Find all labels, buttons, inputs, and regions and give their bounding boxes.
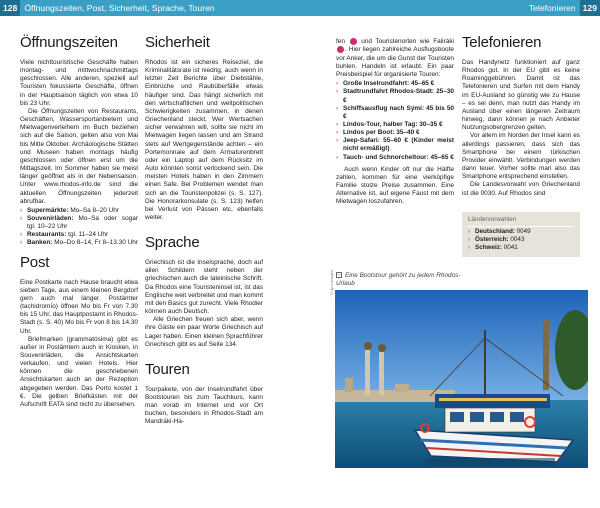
- map-marker-icon: [350, 38, 357, 45]
- country-codes-box: [462, 212, 580, 258]
- list-item: › Stadtrundfahrt Rhodos-Stadt: 25–30 €: [336, 88, 454, 104]
- photo-caption: − Eine Bootstour gehört zu jedem Rhodos-Urlaub: [336, 272, 461, 287]
- paragraph: Auch wenn Kinder oft nur die Hälfte zahlen, kommen für eine vierköpfige Familie stolze Preise zusammen. Eine Alternative ist, auf eigene Faust mit dem Mietwagen loszufahren.: [336, 165, 454, 206]
- list-item: › Restaurants: tgl. 11–24 Uhr: [20, 231, 138, 239]
- paragraph: fen und Touristenorten wie Faliráki . Hier liegen zahlreiche Ausflugsboote vor Anker, die um die Gunst der Touristen buhlen. Handeln ist erlaubt. Ein paar Preisbeispiel für organisierte Touren:: [336, 38, 454, 79]
- paragraph: Vor allem im Norden der Insel kann es allerdings passieren, dass sich das Smartphone bei einem türkischen Provider einwählt. Verbindungen werden dann teuer. Vorher sollte man also das Smartphone entsprechend einstellen.: [462, 132, 580, 181]
- paragraph: Briefmarken (grammatósima) gibt es außer in Postämtern auch in Kiosken, in Souvenirläden, die Ansichtskarten verkaufen, und vielen Hotels. Hier können die geschriebenen Ansichtskarten auch an der Rezeption abgegeben werden. Das Porto kostet 1 €. Die gelben Briefkästen mit der Aufschrift EATA sind nicht zu übersehen.: [20, 335, 138, 408]
- list-item: › Souvenirläden: Mo–Sa oder sogar tgl. 10–22 Uhr: [20, 215, 138, 231]
- map-marker-icon: [337, 46, 344, 53]
- paragraph: Tourpakete, von der Inselrundfahrt über Bootstouren bis zum Tauchkurs, kann man vorab im Internet und vor Ort buchen, besonders in Rhodos-Stadt am Mandráki-Ha-: [145, 385, 263, 426]
- heading-oeffnungszeiten: Öffnungszeiten: [20, 34, 118, 51]
- heading-sprache: Sprache: [145, 234, 200, 252]
- paragraph: Die Öffnungszeiten von Restaurants, Geschäften, Wassersportanbietern und Mietwagenverleihern im Buch beziehen sich auf die Saison, gelten also von Mai bis Mitte Oktober. Archäologische Stätten und Museen haben montags häufig geschlossen oder öffnen erst um die Mittagszeit. Im Sommer haben sie meist länger geöffnet als in der Nebensaison. Unter www.rhodos-info.de sind die aktuellen Öffnungszeiten jederzeit abrufbar.: [20, 107, 138, 205]
- page-header-right: [300, 0, 600, 16]
- photo-credit: © dpa-images: [329, 270, 334, 295]
- running-title-left: Öffnungszeiten, Post, Sicherheit, Sprache, Touren: [24, 3, 215, 13]
- column-4: [462, 22, 580, 257]
- page-number-right: 129: [580, 0, 600, 16]
- list-item: › Deutschland: 0049: [468, 228, 574, 236]
- heading-sicherheit: Sicherheit: [145, 34, 210, 51]
- heading-post: Post: [20, 253, 50, 271]
- paragraph: Viele nichttouristische Geschäfte haben montag- und mittwochnachmittags geschlossen. Alle anderen, speziell auf Touristen fokussierte Geschäfte, öffnen in der Hauptsaison täglich von etwa 10 bis 23 Uhr.: [20, 59, 138, 107]
- list-item: › Schweiz: 0041: [468, 244, 574, 252]
- list-item: › Supermärkte: Mo–Sa 8–20 Uhr: [20, 207, 138, 215]
- list-item: › Tauch- und Schnorcheltour: 45–65 €: [336, 154, 454, 162]
- heading-touren: Touren: [145, 360, 190, 378]
- list-item: › Líndos-Tour, halber Tag: 30–35 €: [336, 121, 454, 129]
- page-header-left: [0, 0, 300, 16]
- paragraph: Alle Griechen freuen sich aber, wenn ihre Gäste ein paar Worte Griechisch auf Lager haben. Einen kleinen Sprachführer Griechisch gibt es auf Seite 134.: [145, 316, 263, 348]
- list-item: › Österreich: 0043: [468, 236, 574, 244]
- page-number-left: 128: [0, 0, 20, 16]
- paragraph: Griechisch ist die Inselsprache, doch auf allen Schildern steht neben der griechischen auch die lateinische Schrift. Da Rhodos eine Touristeninsel ist, ist das Englische weit verbreitet und man kommt mit den Basics gut zurecht. Viele Rhodier können auch Deutsch.: [145, 259, 263, 316]
- paragraph: Das Handynetz funktioniert auf ganz Rhodos gut. In der EU gibt es keine Roaminggebühren. Damit ist das Telefonieren und Surfen mit dem Handy im EU-Ausland so günstig wie zu Hause – es sei denn, man nutzt das Handy im Ausland über einen längeren Zeitraum hinweg, dann können je nach Anbieter Nutzungsobergrenzen gelten.: [462, 59, 580, 132]
- list-item: › Banken: Mo–Do 8–14, Fr 8–13.30 Uhr: [20, 239, 138, 247]
- column-2: [145, 22, 263, 427]
- tour-prices-list: [336, 80, 454, 162]
- column-1: [20, 22, 138, 409]
- paragraph: Die Landesvorwahl von Griechenland ist die 0030. Auf Rhodos sind: [462, 181, 580, 197]
- harbour-boat-photo: [335, 290, 588, 468]
- list-item: › Schiffsausflug nach Sými: 45 bis 50 €: [336, 105, 454, 121]
- list-item: › Große Inselrundfahrt: 45–65 €: [336, 80, 454, 88]
- list-item: › Líndos per Boot: 35–40 €: [336, 129, 454, 137]
- caption-marker-icon: −: [337, 272, 341, 279]
- box-title: Ländervorwahlen: [468, 216, 574, 227]
- list-item: › Jeep-Safari: 55–60 € (Kinder meist nicht ermäßigt): [336, 137, 454, 153]
- paragraph: Rhodos ist ein sicheres Reiseziel, die Kriminalitätsrate ist niedrig, auch wenn in letzter Zeit Berichte über Diebstähle, Einbrüche und Raubüberfälle etwas häufiger sind. Das hängt sicherlich mit den wirtschaftlichen und weltpolitischen Schwierigkeiten zusammen, in denen Griechenland steckt. Wer Wertsachen sicher verwahren will, sollte sie nicht im Mietwagen liegen lassen und am Strand stets auf Wertgegenstände achten – ein Portemonnaie auf dem Armaturenbrett oder ein Laptop auf dem Rücksitz im Auto könnten sonst verlockend sein. Die meisten Hotels haben in den Zimmern einen Safe. Bei Problemen wendet man sich an die Touristenpolizei (s. S. 127). Die Honorarkonsulate (s. S. 123) helfen bei Verlust von Pässen etc. ebenfalls weiter.: [145, 59, 263, 221]
- country-codes-list: [468, 228, 574, 253]
- column-3: [336, 38, 454, 207]
- opening-hours-list: [20, 207, 138, 248]
- running-title-right: Telefonieren: [528, 3, 576, 13]
- heading-telefonieren: Telefonieren: [462, 34, 542, 51]
- paragraph: Eine Postkarte nach Hause braucht etwa sieben Tage, aus einem kleinen Bergdorf gern auch mal länger. Postämter (tachidromío) öffnen Mo bis Fr von 7.30 bis 15 Uhr, das Hauptpostamt in Rhodos-Stadt (s. S. 40) Mo bis Fr von 8 bis 14.30 Uhr.: [20, 278, 138, 335]
